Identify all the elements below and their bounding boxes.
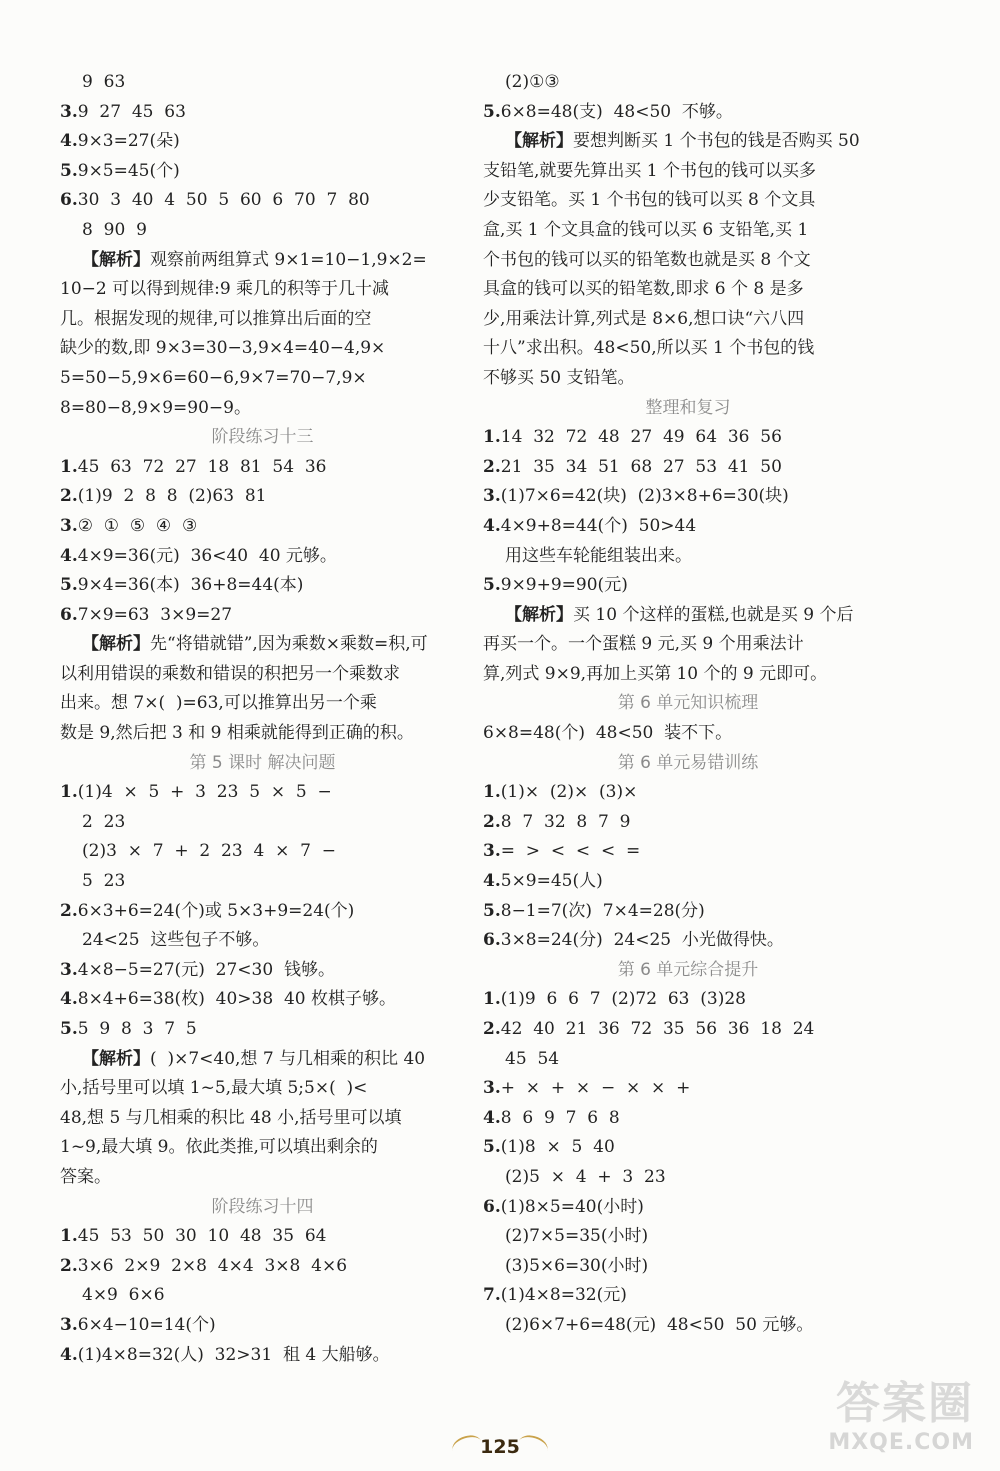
line-text: (1)4 × 5 + 3 23 5 × 5 − xyxy=(77,782,332,803)
line-text: 数是 9,然后把 3 和 9 相乘就能得到正确的积。 xyxy=(60,723,414,744)
question-number: 6. xyxy=(60,190,78,211)
answer-line xyxy=(483,512,893,542)
question-number: 3. xyxy=(60,1314,78,1335)
answer-line xyxy=(483,246,893,276)
line-text: 具盒的钱可以买的铅笔数,即求 6 个 8 是多 xyxy=(483,279,804,300)
line-text: (1)8 × 5 40 xyxy=(500,1137,615,1158)
question-number: 3. xyxy=(483,841,501,862)
explanation-tag: 【解析】 xyxy=(505,604,573,625)
line-text: 5 23 xyxy=(82,871,126,892)
explanation-tag: 【解析】 xyxy=(82,249,150,270)
answer-line xyxy=(483,1045,893,1075)
answer-line xyxy=(60,571,465,601)
question-number: 7. xyxy=(483,1285,501,1306)
question-number: 3. xyxy=(60,959,78,980)
answer-line xyxy=(483,68,893,98)
line-text: 4×9=36(元) 36<40 40 元够。 xyxy=(77,545,337,566)
answer-line xyxy=(60,334,465,364)
question-number: 2. xyxy=(60,1255,78,1276)
answer-line xyxy=(483,1252,893,1282)
question-number: 5. xyxy=(60,160,78,181)
answer-line xyxy=(60,157,465,187)
question-number: 2. xyxy=(483,1019,501,1039)
line-text: 4×9+8=44(个) 50>44 xyxy=(500,515,697,536)
section-heading: 整理和复习 xyxy=(645,397,731,418)
line-text: 9×4=36(本) 36+8=44(本) xyxy=(77,575,304,596)
answer-line xyxy=(60,482,465,512)
section-heading: 阶段练习十三 xyxy=(211,427,314,448)
line-text: 缺少的数,即 9×3=30−3,9×4=40−4,9× xyxy=(60,338,386,359)
answer-line xyxy=(483,453,893,483)
line-text: (2)5 × 4 + 3 23 xyxy=(505,1166,666,1187)
line-text: 8=80−8,9×9=90−9。 xyxy=(60,397,251,418)
question-number: 5. xyxy=(483,575,501,596)
question-number: 4. xyxy=(483,871,501,892)
answer-line xyxy=(60,68,465,98)
answer-line xyxy=(483,1193,893,1223)
line-text: 少支铅笔。买 1 个书包的钱可以买 8 个文具 xyxy=(483,190,816,211)
answer-line xyxy=(483,808,893,838)
question-number: 1. xyxy=(60,456,78,477)
line-text: 9×5=45(个) xyxy=(77,160,180,181)
line-text: (1)8×5=40(小时) xyxy=(500,1196,644,1217)
line-text: 买 10 个这样的蛋糕,也就是买 9 个后 xyxy=(573,604,854,625)
section-heading: 第 6 单元知识梳理 xyxy=(617,693,759,714)
line-text: (1)9 6 6 7 (2)72 63 (3)28 xyxy=(500,989,746,1010)
line-text: 以利用错误的乘数和错误的积把另一个乘数求 xyxy=(60,663,400,684)
line-text: 3×8=24(分) 24<25 小光做得快。 xyxy=(500,930,784,951)
answer-line xyxy=(60,689,465,719)
ornament-right-icon xyxy=(516,1432,551,1460)
section-heading: 第 6 单元综合提升 xyxy=(617,959,759,980)
line-text: + × + × − × × + xyxy=(500,1078,691,1099)
answer-line xyxy=(60,1222,465,1252)
right-column xyxy=(483,68,893,1341)
question-number: 5. xyxy=(483,900,501,921)
line-text: 45 54 xyxy=(505,1048,560,1069)
watermark-top: 答案圈 xyxy=(836,1378,974,1429)
question-number: 2. xyxy=(60,900,78,921)
question-number: 4. xyxy=(483,1107,501,1128)
line-text: 4×9 6×6 xyxy=(82,1285,165,1306)
answer-line xyxy=(483,275,893,305)
line-text: 9 63 xyxy=(82,72,126,92)
line-text: (2)7×5=35(小时) xyxy=(505,1226,649,1247)
line-text: (2)①③ xyxy=(505,72,560,92)
question-number: 4. xyxy=(483,515,501,536)
answer-line xyxy=(60,660,465,690)
answer-line xyxy=(60,1015,465,1045)
answer-line xyxy=(60,897,465,927)
answer-line xyxy=(483,98,893,128)
line-text: 要想判断买 1 个书包的钱是否购买 50 xyxy=(573,131,860,152)
answer-line xyxy=(60,1074,465,1104)
answer-line xyxy=(60,1311,465,1341)
line-text: 5×9=45(人) xyxy=(500,871,603,892)
answer-line xyxy=(483,1222,893,1252)
answer-line xyxy=(60,1281,465,1311)
answer-line xyxy=(60,985,465,1015)
line-text: 小,括号里可以填 1~5,最大填 5;5×( )< xyxy=(60,1078,368,1099)
answer-line xyxy=(60,305,465,335)
question-number: 1. xyxy=(483,427,501,448)
answer-line xyxy=(483,186,893,216)
answer-line xyxy=(60,719,465,749)
page-number xyxy=(452,1430,548,1464)
explanation-line xyxy=(60,246,465,276)
question-number: 1. xyxy=(60,782,78,803)
answer-line xyxy=(483,364,893,394)
line-text: 先“将错就错”,因为乘数×乘数=积,可 xyxy=(150,634,428,655)
answer-line xyxy=(60,1133,465,1163)
question-number: 5. xyxy=(483,101,501,122)
line-text: 8−1=7(次) 7×4=28(分) xyxy=(500,900,705,921)
line-text: 少,用乘法计算,列式是 8×6,想口诀“六八四 xyxy=(483,308,805,329)
line-text: 9×3=27(朵) xyxy=(77,131,180,152)
answer-line xyxy=(60,275,465,305)
question-number: 6. xyxy=(483,1196,501,1217)
line-text: 8 7 32 8 7 9 xyxy=(500,811,631,832)
line-text: 支铅笔,就要先算出买 1 个书包的钱可以买多 xyxy=(483,160,817,181)
line-text: 用这些车轮能组装出来。 xyxy=(505,545,692,566)
question-number: 2. xyxy=(60,486,78,507)
answer-line xyxy=(483,897,893,927)
line-text: 14 32 72 48 27 49 64 36 56 xyxy=(500,427,782,448)
explanation-line xyxy=(483,127,893,157)
line-text: (1)7×6=42(块) (2)3×8+6=30(块) xyxy=(500,486,789,507)
answer-line xyxy=(483,719,893,749)
question-number: 3. xyxy=(483,1078,501,1099)
line-text: 6×3+6=24(个)或 5×3+9=24(个) xyxy=(77,900,355,921)
line-text: 1~9,最大填 9。依此类推,可以填出剩余的 xyxy=(60,1137,378,1158)
answer-line xyxy=(483,482,893,512)
line-text: 几。根据发现的规律,可以推算出后面的空 xyxy=(60,308,372,329)
question-number: 5. xyxy=(60,575,78,596)
answer-line xyxy=(60,837,465,867)
answer-line xyxy=(483,334,893,364)
answer-line xyxy=(483,542,893,572)
explanation-line xyxy=(483,601,893,631)
line-text: 30 3 40 4 50 5 60 6 70 7 80 xyxy=(77,190,370,211)
section-heading: 阶段练习十四 xyxy=(211,1196,314,1217)
section-heading: 第 5 课时 解决问题 xyxy=(189,752,336,773)
line-text: (1)4×8=32(元) xyxy=(500,1285,627,1306)
question-number: 6. xyxy=(60,604,78,625)
line-text: 盒,买 1 个文具盒的钱可以买 6 支铅笔,买 1 xyxy=(483,219,809,240)
answer-line xyxy=(60,601,465,631)
answer-line xyxy=(483,1015,893,1045)
explanation-line xyxy=(60,1045,465,1075)
answer-line xyxy=(483,157,893,187)
line-text: (1)× (2)× (3)× xyxy=(500,782,638,803)
line-text: 再买一个。一个蛋糕 9 元,买 9 个用乘法计 xyxy=(483,634,804,655)
line-text: 5=50−5,9×6=60−6,9×7=70−7,9× xyxy=(60,367,367,388)
answer-line xyxy=(483,1133,893,1163)
answer-line xyxy=(60,1104,465,1134)
line-text: 不够买 50 支铅笔。 xyxy=(483,367,635,388)
line-text: 42 40 21 36 72 35 56 36 18 24 xyxy=(500,1019,815,1039)
answer-line xyxy=(483,1074,893,1104)
answer-line xyxy=(483,1104,893,1134)
answer-line xyxy=(60,512,465,542)
explanation-line xyxy=(60,630,465,660)
line-text: = > < < < = xyxy=(500,841,641,862)
answer-line xyxy=(60,216,465,246)
section-heading: 第 6 单元易错训练 xyxy=(617,752,759,773)
question-number: 5. xyxy=(60,1019,78,1039)
answer-line xyxy=(483,571,893,601)
answer-line xyxy=(60,453,465,483)
line-text: 个书包的钱可以买的铅笔数也就是买 8 个文 xyxy=(483,249,811,270)
line-text: 观察前两组算式 9×1=10−1,9×2= xyxy=(150,249,427,270)
watermark-bottom: MXQE.COM xyxy=(828,1430,974,1455)
line-text: 出来。想 7×( )=63,可以推算出另一个乘 xyxy=(60,693,377,714)
question-number: 4. xyxy=(60,1344,78,1365)
line-text: (2)3 × 7 + 2 23 4 × 7 − xyxy=(82,841,337,862)
explanation-tag: 【解析】 xyxy=(82,1048,150,1069)
line-text: (2)6×7+6=48(元) 48<50 50 元够。 xyxy=(505,1314,814,1335)
question-number: 6. xyxy=(483,930,501,951)
question-number: 5. xyxy=(483,1137,501,1158)
answer-line xyxy=(60,956,465,986)
answer-line xyxy=(483,1311,893,1341)
answer-line xyxy=(483,216,893,246)
line-text: (1)4×8=32(人) 32>31 租 4 大船够。 xyxy=(77,1344,390,1365)
line-text: 8 90 9 xyxy=(82,219,147,240)
watermark-logo xyxy=(780,1367,980,1457)
line-text: 9 27 45 63 xyxy=(77,101,186,122)
answer-line xyxy=(483,1163,893,1193)
ornament-left-icon xyxy=(450,1432,485,1460)
answer-line xyxy=(483,1281,893,1311)
answer-line xyxy=(483,778,893,808)
question-number: 1. xyxy=(483,989,501,1010)
question-number: 3. xyxy=(483,486,501,507)
question-number: 3. xyxy=(60,101,78,122)
line-text: 10−2 可以得到规律:9 乘几的积等于几十减 xyxy=(60,279,390,300)
answer-line xyxy=(60,98,465,128)
line-text: 答案。 xyxy=(60,1166,111,1187)
question-number: 4. xyxy=(60,545,78,566)
line-text: (3)5×6=30(小时) xyxy=(505,1255,649,1276)
line-text: 8 6 9 7 6 8 xyxy=(500,1107,620,1128)
line-text: 十八”求出积。48<50,所以买 1 个书包的钱 xyxy=(483,338,815,359)
line-text: 24<25 这些包子不够。 xyxy=(82,930,270,951)
answer-line xyxy=(60,394,465,424)
answer-line xyxy=(60,778,465,808)
line-text: ② ① ⑤ ④ ③ xyxy=(77,515,198,536)
question-number: 3. xyxy=(60,515,78,536)
line-text: 21 35 34 51 68 27 53 41 50 xyxy=(500,456,782,477)
line-text: 45 63 72 27 18 81 54 36 xyxy=(77,456,327,477)
line-text: ( )×7<40,想 7 与几相乘的积比 40 xyxy=(150,1048,426,1069)
line-text: 7×9=63 3×9=27 xyxy=(77,604,233,625)
answer-line xyxy=(60,808,465,838)
question-number: 4. xyxy=(60,989,78,1010)
line-text: 5 9 8 3 7 5 xyxy=(77,1019,197,1039)
line-text: 算,列式 9×9,再加上买第 10 个的 9 元即可。 xyxy=(483,663,828,684)
question-number: 2. xyxy=(483,811,501,832)
question-number: 2. xyxy=(483,456,501,477)
question-number: 4. xyxy=(60,131,78,152)
line-text: 45 53 50 30 10 48 35 64 xyxy=(77,1226,327,1247)
answer-line xyxy=(60,186,465,216)
line-text: 48,想 5 与几相乘的积比 48 小,括号里可以填 xyxy=(60,1107,402,1128)
left-column xyxy=(60,68,465,1370)
line-text: 6×8=48(支) 48<50 不够。 xyxy=(500,101,733,122)
answer-line xyxy=(60,1252,465,1282)
answer-line xyxy=(60,926,465,956)
page-number-text: 125 xyxy=(480,1436,520,1458)
line-text: 6×8=48(个) 48<50 装不下。 xyxy=(483,723,733,744)
answer-line xyxy=(60,542,465,572)
answer-line xyxy=(483,867,893,897)
line-text: 9×9+9=90(元) xyxy=(500,575,628,596)
line-text: 3×6 2×9 2×8 4×4 3×8 4×6 xyxy=(77,1255,348,1276)
line-text: 2 23 xyxy=(82,811,126,832)
line-text: 6×4−10=14(个) xyxy=(77,1314,216,1335)
question-number: 1. xyxy=(60,1226,78,1247)
answer-line xyxy=(483,837,893,867)
explanation-tag: 【解析】 xyxy=(82,634,150,655)
answer-line xyxy=(483,305,893,335)
question-number: 1. xyxy=(483,782,501,803)
answer-line xyxy=(60,1163,465,1193)
line-text: (1)9 2 8 8 (2)63 81 xyxy=(77,486,267,507)
answer-line xyxy=(60,1341,465,1371)
answer-line xyxy=(483,423,893,453)
answer-line xyxy=(483,926,893,956)
line-text: 8×4+6=38(枚) 40>38 40 枚棋子够。 xyxy=(77,989,396,1010)
explanation-tag: 【解析】 xyxy=(505,131,573,152)
answer-line xyxy=(483,985,893,1015)
answer-line xyxy=(60,127,465,157)
answer-line xyxy=(60,867,465,897)
answer-line xyxy=(483,630,893,660)
answer-line xyxy=(60,364,465,394)
answer-line xyxy=(483,660,893,690)
line-text: 4×8−5=27(元) 27<30 钱够。 xyxy=(77,959,335,980)
